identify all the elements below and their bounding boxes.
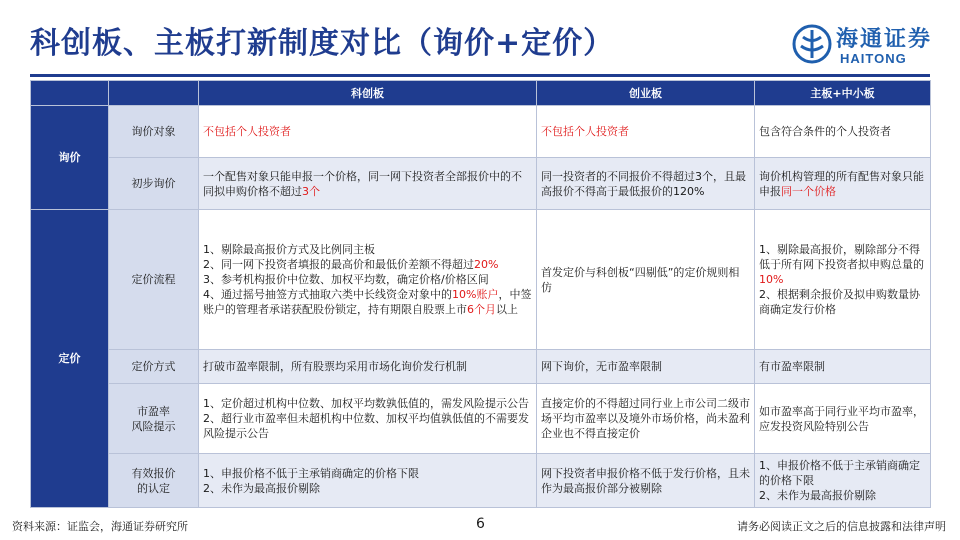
kcb-line-1: 1、剔除最高报价方式及比例同主板 bbox=[203, 243, 375, 256]
kcb-line-4-highlight-b: 6个月 bbox=[467, 303, 496, 316]
row-item: 有效报价 的认定 bbox=[109, 454, 199, 508]
zb-highlight: 同一个价格 bbox=[781, 184, 836, 198]
row-item: 定价方式 bbox=[109, 350, 199, 384]
table-row bbox=[31, 350, 931, 384]
row-item: 定价流程 bbox=[109, 210, 199, 350]
kcb-line-2-highlight: 20% bbox=[474, 258, 499, 271]
zb-cell bbox=[755, 158, 931, 210]
group-pricing: 定价 bbox=[31, 210, 109, 508]
kcb-line-2: 2、超行业市盈率但未超机构中位数、加权平均值孰低值的不需要发风险提示公告 bbox=[203, 412, 529, 440]
table-header-row bbox=[31, 81, 931, 106]
cyb-cell: 同一投资者的不同报价不得超过3个，且最高报价不得高于最低报价的120% bbox=[537, 158, 755, 210]
kcb-cell bbox=[199, 454, 537, 508]
zb-cell bbox=[755, 210, 931, 350]
kcb-cell: 不包括个人投资者 bbox=[199, 106, 537, 158]
logo-cn-text: 海通证券 bbox=[836, 26, 933, 52]
kcb-highlight: 3个 bbox=[302, 184, 320, 198]
kcb-cell: 打破市盈率限制，所有股票均采用市场化询价发行机制 bbox=[199, 350, 537, 384]
kcb-line-1: 1、定价超过机构中位数、加权平均数孰低值的，需发风险提示公告 bbox=[203, 397, 529, 410]
cyb-cell: 网下投资者申报价格不低于发行价格，且未作为最高报价部分被剔除 bbox=[537, 454, 755, 508]
header-blank-2 bbox=[109, 81, 199, 106]
header-zb: 主板+中小板 bbox=[755, 81, 931, 106]
cyb-cell: 直接定价的不得超过同行业上市公司二级市场平均市盈率以及境外市场价格，尚未盈利企业也不得直接定价 bbox=[537, 384, 755, 454]
kcb-line-4-highlight-a: 10%账户 bbox=[452, 288, 499, 301]
title-rule bbox=[30, 74, 930, 77]
page-title: 科创板、主板打新制度对比（询价+定价） bbox=[30, 26, 615, 61]
header-kcb: 科创板 bbox=[199, 81, 537, 106]
cyb-cell: 首发定价与科创板“四剔低”的定价规则相仿 bbox=[537, 210, 755, 350]
zb-line-1-highlight: 10% bbox=[759, 273, 784, 286]
kcb-line-4-text-c: 以上 bbox=[496, 303, 518, 316]
cyb-cell: 网下询价，无市盈率限制 bbox=[537, 350, 755, 384]
page-number: 6 bbox=[476, 516, 485, 532]
kcb-line-2 bbox=[203, 257, 532, 272]
header-cyb: 创业板 bbox=[537, 81, 755, 106]
cyb-cell: 不包括个人投资者 bbox=[537, 106, 755, 158]
kcb-line-2-text: 2、同一网下投资者填报的最高价和最低价差额不得超过 bbox=[203, 258, 474, 271]
zb-cell: 如市盈率高于同行业平均市盈率，应发投资风险特别公告 bbox=[755, 384, 931, 454]
kcb-line-4 bbox=[203, 287, 532, 317]
kcb-line-2: 2、未作为最高报价剔除 bbox=[203, 481, 320, 495]
zb-cell: 有市盈率限制 bbox=[755, 350, 931, 384]
table-row bbox=[31, 384, 931, 454]
zb-line-1-text: 1、剔除最高报价，剔除部分不得低于所有网下投资者拟申购总量的 bbox=[759, 243, 924, 271]
header-blank-1 bbox=[31, 81, 109, 106]
zb-line-2: 2、未作为最高报价剔除 bbox=[759, 489, 876, 502]
table-row bbox=[31, 454, 931, 508]
kcb-cell bbox=[199, 384, 537, 454]
zb-cell bbox=[755, 454, 931, 508]
kcb-line-4-text-a: 4、通过摇号抽签方式抽取六类中长线资金对象中的 bbox=[203, 288, 452, 301]
logo-en-text: HAITONG bbox=[840, 51, 907, 66]
row-item: 初步询价 bbox=[109, 158, 199, 210]
row-item: 询价对象 bbox=[109, 106, 199, 158]
source-note: 资料来源：证监会，海通证券研究所 bbox=[12, 520, 188, 533]
table-row bbox=[31, 210, 931, 350]
table-row bbox=[31, 106, 931, 158]
haitong-logo-icon bbox=[792, 24, 832, 64]
kcb-cell bbox=[199, 210, 537, 350]
zb-line-1 bbox=[759, 242, 926, 287]
kcb-line-1: 1、申报价格不低于主承销商确定的价格下限 bbox=[203, 466, 419, 480]
kcb-text: 一个配售对象只能申报一个价格，同一网下投资者全部报价中的不同拟申购价格不超过 bbox=[203, 169, 522, 198]
kcb-cell bbox=[199, 158, 537, 210]
table-row bbox=[31, 158, 931, 210]
zb-cell: 包含符合条件的个人投资者 bbox=[755, 106, 931, 158]
row-item: 市盈率 风险提示 bbox=[109, 384, 199, 454]
zb-line-2: 2、根据剩余报价及拟申购数量协商确定发行价格 bbox=[759, 288, 920, 316]
zb-line-1: 1、申报价格不低于主承销商确定的价格下限 bbox=[759, 459, 920, 487]
disclaimer: 请务必阅读正文之后的信息披露和法律声明 bbox=[737, 520, 946, 533]
kcb-line-3: 3、参考机构报价中位数、加权平均数，确定价格/价格区间 bbox=[203, 273, 489, 286]
group-inquiry: 询价 bbox=[31, 106, 109, 210]
comparison-table bbox=[30, 80, 931, 508]
haitong-logo bbox=[792, 20, 937, 70]
zb-text: 询价机构管理的所有配售对象只能申报 bbox=[759, 169, 924, 198]
kcb-line-4-text-b: ，中签账户的管理者承诺获配股份锁定，持有期限自股票上市 bbox=[203, 288, 532, 316]
